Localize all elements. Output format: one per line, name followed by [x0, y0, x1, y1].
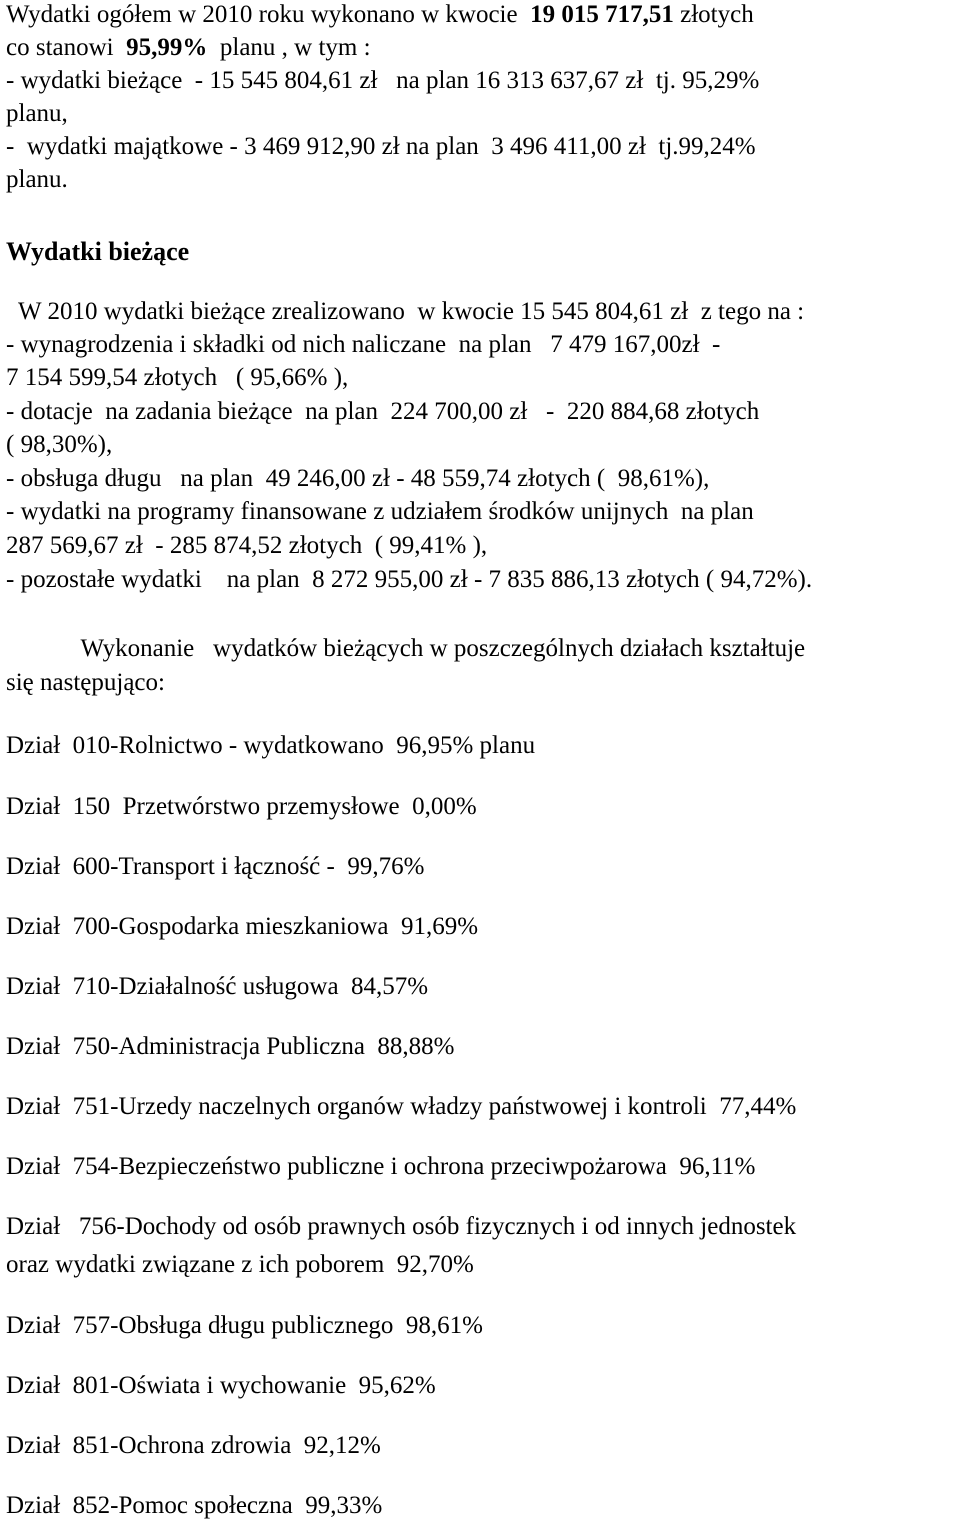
section-item: Dział 750-Administracja Publiczna 88,88%	[6, 1033, 455, 1060]
detail-line: - obsługa długu na plan 49 246,00 zł - 48 559,74 złotych ( 98,61%),	[6, 465, 710, 492]
section-item-continuation: oraz wydatki związane z ich poborem 92,70%	[6, 1251, 474, 1278]
section-item: Dział 751-Urzedy naczelnych organów władzy państwowej i kontroli 77,44%	[6, 1093, 797, 1120]
summary-text: złotych	[673, 1, 754, 28]
section-item: Dział 754-Bezpieczeństwo publiczne i ochrona przeciwpożarowa 96,11%	[6, 1153, 756, 1180]
summary-line-3: - wydatki bieżące - 15 545 804,61 zł na plan 16 313 637,67 zł tj. 95,29%	[6, 67, 760, 94]
summary-line-4: planu,	[6, 100, 68, 127]
summary-text: planu , w tym :	[207, 34, 371, 61]
summary-text: co stanowi	[6, 34, 127, 61]
section-item: Dział 801-Oświata i wychowanie 95,62%	[6, 1372, 436, 1399]
section-item: Dział 852-Pomoc społeczna 99,33%	[6, 1492, 383, 1519]
summary-line-2	[6, 33, 371, 65]
detail-line: - pozostałe wydatki na plan 8 272 955,00 zł - 7 835 886,13 złotych ( 94,72%).	[6, 566, 813, 593]
intro-line-2: się następująco:	[6, 669, 165, 696]
section-item: Dział 700-Gospodarka mieszkaniowa 91,69%	[6, 913, 479, 940]
detail-line: 287 569,67 zł - 285 874,52 złotych ( 99,41% ),	[6, 532, 488, 559]
detail-line: ( 98,30%),	[6, 431, 113, 458]
section-item: Dział 600-Transport i łączność - 99,76%	[6, 853, 425, 880]
section-item: Dział 757-Obsługa długu publicznego 98,61%	[6, 1312, 483, 1339]
total-percent: 95,99%	[126, 34, 208, 61]
summary-line-1	[6, 0, 754, 32]
detail-line: - dotacje na zadania bieżące na plan 224 700,00 zł - 220 884,68 złotych	[6, 398, 760, 425]
detail-line: - wynagrodzenia i składki od nich naliczane na plan 7 479 167,00zł -	[6, 331, 721, 358]
summary-text: Wydatki ogółem w 2010 roku wykonano w kwocie	[6, 1, 531, 28]
intro-line-1: Wykonanie wydatków bieżących w poszczególnych działach kształtuje	[6, 635, 806, 662]
section-item: Dział 150 Przetwórstwo przemysłowe 0,00%	[6, 793, 477, 820]
section-item: Dział 010-Rolnictwo - wydatkowano 96,95% planu	[6, 732, 536, 759]
section-item: Dział 756-Dochody od osób prawnych osób fizycznych i od innych jednostek	[6, 1213, 797, 1240]
section-item: Dział 851-Ochrona zdrowia 92,12%	[6, 1432, 381, 1459]
summary-line-6: planu.	[6, 166, 68, 193]
detail-line: - wydatki na programy finansowane z udziałem środków unijnych na plan	[6, 498, 754, 525]
section-heading: Wydatki bieżące	[6, 237, 190, 266]
summary-line-5: - wydatki majątkowe - 3 469 912,90 zł na plan 3 496 411,00 zł tj.99,24%	[6, 133, 756, 160]
detail-line: 7 154 599,54 złotych ( 95,66% ),	[6, 364, 349, 391]
detail-line: W 2010 wydatki bieżące zrealizowano w kwocie 15 545 804,61 zł z tego na :	[6, 298, 805, 325]
section-item: Dział 710-Działalność usługowa 84,57%	[6, 973, 429, 1000]
total-amount: 19 015 717,51	[530, 1, 674, 28]
